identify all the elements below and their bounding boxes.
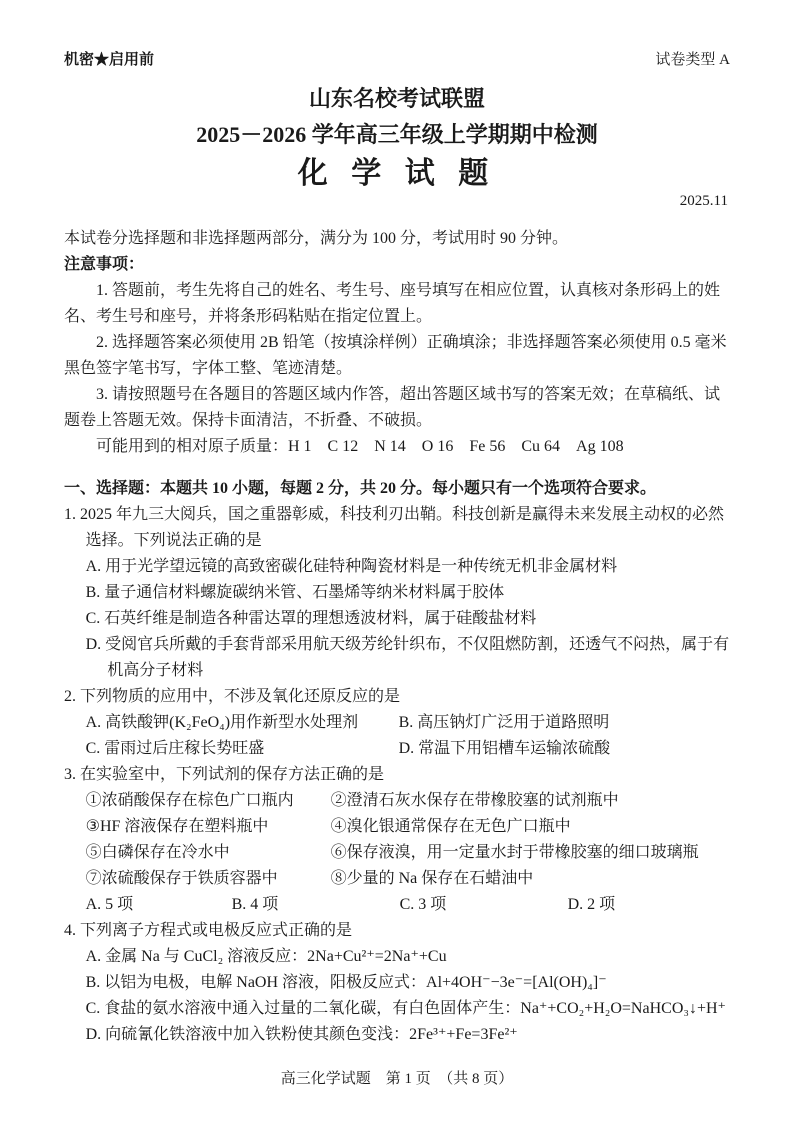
question-option: D. 常温下用铝槽车运输浓硫酸 [398,740,611,757]
notice-item: 2. 选择题答案必须使用 2B 铅笔（按填涂样例）正确填涂；非选择题答案必须使用 0.5 毫米黑色签字笔书写，字体工整、笔迹清楚。 [64,334,727,377]
question-2 [64,684,730,762]
question-stem: 3. 在实验室中，下列试剂的保存方法正确的是 [64,766,385,783]
question-item: ⑦浓硫酸保存于铁质容器中 [85,870,278,887]
question-option: B. 以铝为电极，电解 NaOH 溶液，阳极反应式：Al+4OH⁻−3e⁻=[Al(OH)₄]⁻ [85,974,607,991]
exam-date: 2025.11 [679,193,728,209]
question-4 [64,918,730,1048]
exam-body [64,226,730,1048]
question-option: A. 金属 Na 与 CuCl₂ 溶液反应：2Na+Cu²⁺=2Na⁺+Cu [85,948,447,965]
question-stem: 2. 下列物质的应用中，不涉及氧化还原反应的是 [64,688,401,705]
alliance-title: 山东名校考试联盟 [308,86,485,111]
question-stem: 4. 下列离子方程式或电极反应式正确的是 [64,922,353,939]
question-option: A. 高铁酸钾(K₂FeO₄)用作新型水处理剂 [85,714,359,731]
question-option: A. 用于光学望远镜的高致密碳化硅特种陶瓷材料是一种传统无机非金属材料 [85,558,618,575]
question-option: C. 雷雨过后庄稼长势旺盛 [85,740,265,757]
confidential-label: 机密★启用前 [64,52,155,68]
question-option: C. 3 项 [399,896,447,913]
exam-session-title: 2025－2026 学年高三年级上学期期中检测 [196,122,598,147]
question-stem: 1. 2025 年九三大阅兵，国之重器彰威，科技利刃出鞘。科技创新是赢得未来发展主动权的必然选择。下列说法正确的是 [64,506,725,549]
question-item: ④溴化银通常保存在无色广口瓶中 [330,818,571,835]
question-item: ③HF 溶液保存在塑料瓶中 [85,818,269,835]
question-option: B. 量子通信材料螺旋碳纳米管、石墨烯等纳米材料属于胶体 [85,584,505,601]
question-option: C. 食盐的氨水溶液中通入过量的二氧化碳，有白色固体产生：Na⁺+CO₂+H₂O=NaHCO₃↓+H⁺ [85,1000,726,1017]
paper-type-label: 试卷类型 A [655,52,730,68]
question-option: D. 受阅官兵所戴的手套背部采用航天级芳纶针织布，不仅阻燃防割，还透气不闷热，属于有机高分子材料 [85,636,730,679]
section-one-heading: 一、选择题：本题共 10 小题，每题 2 分，共 20 分。每小题只有一个选项符合要求。 [64,480,657,497]
question-item: ②澄清石灰水保存在带橡胶塞的试剂瓶中 [330,792,619,809]
statement-grid [64,788,730,892]
notice-item: 3. 请按照题号在各题目的答题区域内作答，超出答题区域书写的答案无效；在草稿纸、试题卷上答题无效。保持卡面清洁，不折叠、不破损。 [64,386,721,429]
question-1 [64,502,730,684]
question-option: C. 石英纤维是制造各种雷达罩的理想透波材料，属于硅酸盐材料 [85,610,537,627]
option-grid [64,892,730,918]
document-header [64,50,730,70]
question-option: D. 2 项 [567,896,616,913]
option-grid [64,710,730,762]
question-option: B. 4 项 [231,896,279,913]
question-3 [64,762,730,918]
exam-summary: 本试卷分选择题和非选择题两部分，满分为 100 分，考试用时 90 分钟。 [64,230,569,247]
question-item: ⑥保存液溴，用一定量水封于带橡胶塞的细口玻璃瓶 [330,844,699,861]
question-option: A. 5 项 [85,896,134,913]
notice-item: 1. 答题前，考生先将自己的姓名、考生号、座号填写在相应位置，认真核对条形码上的姓名、考生号和座号，并将条形码粘贴在指定位置上。 [64,282,721,325]
question-item: ⑤白磷保存在冷水中 [85,844,230,861]
notes-heading: 注意事项： [64,256,145,273]
question-option: B. 高压钠灯广泛用于道路照明 [398,714,610,731]
question-option: D. 向硫氰化铁溶液中加入铁粉使其颜色变浅：2Fe³⁺+Fe=3Fe²⁺ [85,1026,518,1043]
subject-title: 化 学 试 题 [297,157,497,190]
atomic-mass-line: 可能用到的相对原子质量：H 1 C 12 N 14 O 16 Fe 56 Cu 64 Ag 108 [96,438,624,455]
page-footer: 高三化学试题 第 1 页 （共 8 页） [280,1071,514,1087]
question-item: ①浓硝酸保存在棕色广口瓶内 [85,792,294,809]
question-item: ⑧少量的 Na 保存在石蜡油中 [330,870,534,887]
